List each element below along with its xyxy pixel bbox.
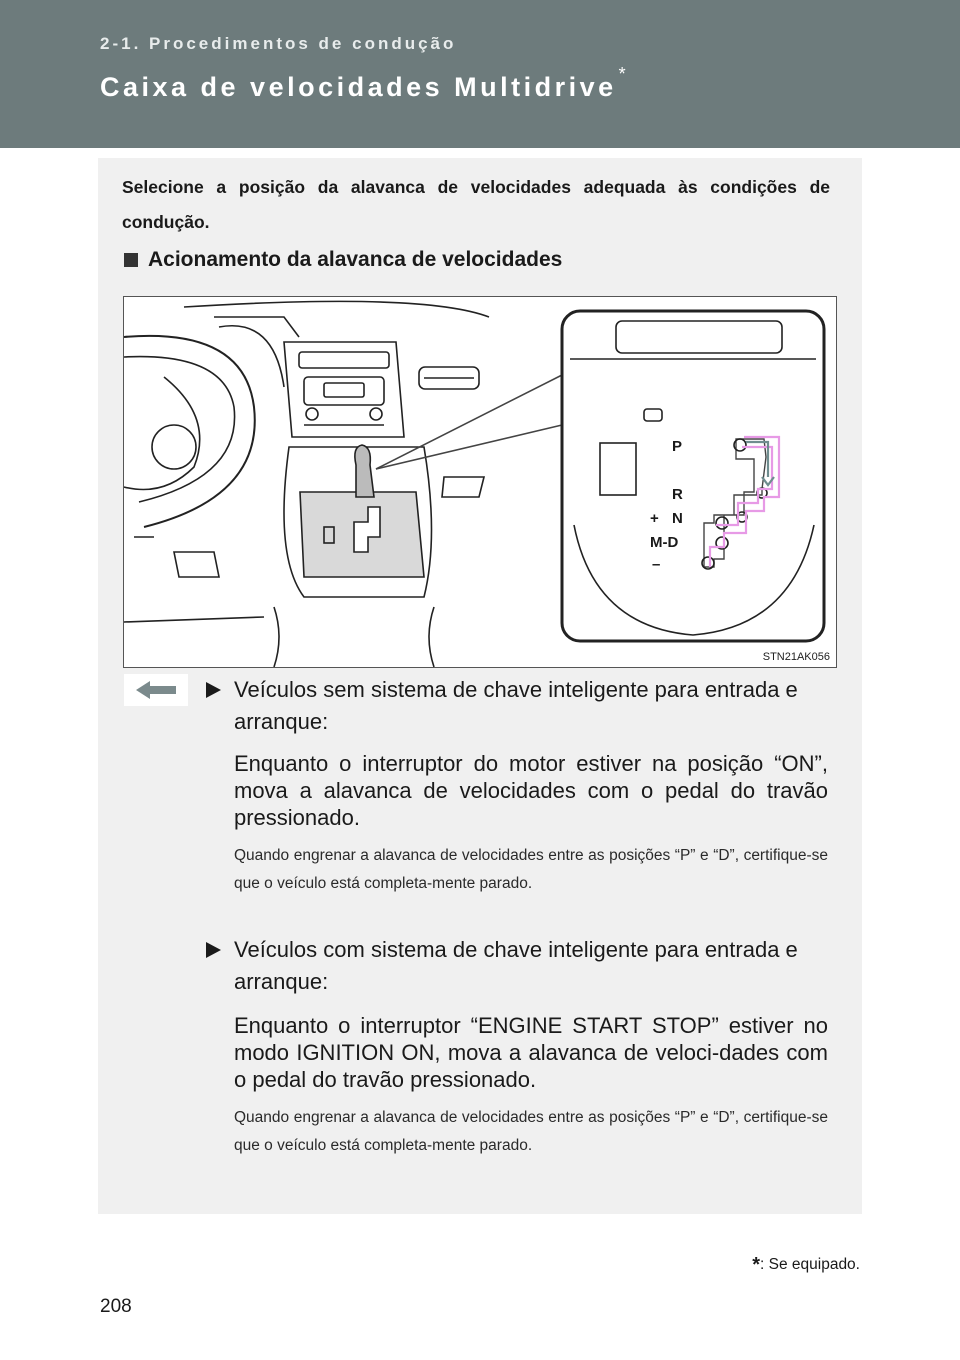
arrow-left-icon	[136, 681, 176, 699]
square-bullet-icon	[124, 253, 138, 267]
footnote	[752, 1252, 860, 1275]
gate-label-plus: +	[650, 510, 659, 527]
body-paragraph-2: Enquanto o interruptor “ENGINE START STOP” estiver no modo IGNITION ON, mova a alavanca de veloci-dades com o pedal do travão pressionado.	[234, 1013, 828, 1092]
triangle-bullet-icon	[206, 942, 221, 958]
condition-text-1: Veículos sem sistema de chave inteligente para entrada e arranque:	[234, 677, 798, 734]
page-number: 208	[100, 1296, 132, 1317]
shift-lever-illustration	[123, 296, 837, 668]
title-footnote-mark: *	[618, 64, 630, 84]
note-paragraph-1: Quando engrenar a alavanca de velocidades entre as posições “P” e “D”, certifique-se que o veículo está completa-mente parado.	[234, 847, 828, 892]
footnote-mark: *	[752, 1254, 761, 1276]
note-paragraph-2: Quando engrenar a alavanca de velocidades entre as posições “P” e “D”, certifique-se que o veículo está completa-mente parado.	[234, 1109, 828, 1154]
gate-label-p: P	[672, 438, 683, 455]
triangle-bullet-icon	[206, 682, 221, 698]
footnote-text: : Se equipado.	[760, 1256, 860, 1273]
gate-label-r: R	[672, 486, 683, 503]
figure-code: STN21AK056	[762, 651, 830, 663]
condition-text-2: Veículos com sistema de chave inteligente para entrada e arranque:	[234, 937, 798, 994]
condition-heading-1	[206, 674, 830, 738]
page-title-text: Caixa de velocidades Multidrive	[100, 72, 617, 102]
chapter-header	[0, 0, 960, 148]
back-button[interactable]	[124, 674, 188, 706]
subheading	[124, 248, 562, 272]
body-paragraph-1: Enquanto o interruptor do motor estiver na posição “ON”, mova a alavanca de velocidades com o pedal do travão pressionado.	[234, 751, 828, 830]
gate-label-n: N	[672, 510, 683, 527]
intro-paragraph: Selecione a posição da alavanca de velocidades adequada às condições de condução.	[122, 177, 830, 232]
gate-label-md: M-D	[650, 534, 679, 551]
dashboard-illustration	[124, 297, 836, 667]
subheading-text: Acionamento da alavanca de velocidades	[148, 248, 563, 271]
page-title	[100, 64, 630, 103]
condition-heading-2	[206, 934, 830, 998]
gate-label-minus: –	[652, 556, 661, 573]
section-label: 2-1. Procedimentos de condução	[100, 34, 457, 53]
